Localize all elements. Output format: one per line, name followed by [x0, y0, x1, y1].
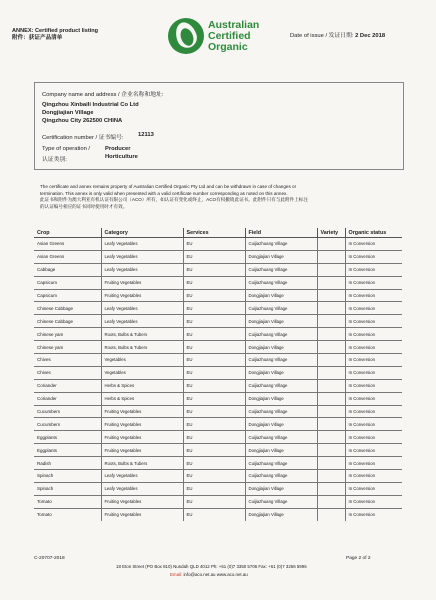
table-cell: Cucumbers	[34, 405, 101, 418]
table-cell: Leafy Vegetables	[101, 315, 183, 328]
table-cell: Cucumbers	[34, 418, 101, 431]
table-cell	[317, 315, 345, 328]
table-cell: In Conversion	[345, 366, 402, 379]
table-cell: Fruiting Vegetables	[101, 431, 183, 444]
table-cell: Dongjiajian Village	[245, 289, 317, 302]
table-cell	[317, 379, 345, 392]
table-cell: EU	[183, 289, 245, 302]
table-cell: Herbs & Spices	[101, 392, 183, 405]
table-cell: Chives	[34, 354, 101, 367]
table-cell: Fruiting Vegetables	[101, 508, 183, 520]
table-cell: EU	[183, 341, 245, 354]
table-cell: In Conversion	[345, 250, 402, 263]
table-cell	[317, 405, 345, 418]
table-cell: EU	[183, 250, 245, 263]
table-body	[34, 238, 402, 521]
column-header: Field	[245, 228, 317, 238]
certification-number-label: Certification number / 证书编号:	[42, 135, 124, 141]
table-cell	[317, 470, 345, 483]
table-cell: Leafy Vegetables	[101, 470, 183, 483]
table-cell: EU	[183, 405, 245, 418]
table-row	[34, 238, 402, 251]
table-cell: Cuijiazhuang Village	[245, 276, 317, 289]
table-row	[34, 495, 402, 508]
table-cell: Spinach	[34, 470, 101, 483]
table-cell: EU	[183, 366, 245, 379]
table-cell: Dongjiajian Village	[245, 508, 317, 520]
table-cell: In Conversion	[345, 431, 402, 444]
table-cell: Tomato	[34, 495, 101, 508]
table-cell: EU	[183, 431, 245, 444]
table-row	[34, 366, 402, 379]
table-cell: Dongjiajian Village	[245, 341, 317, 354]
table-cell	[317, 263, 345, 276]
table-cell: Roots, Bulbs & Tubers	[101, 457, 183, 470]
table-cell: In Conversion	[345, 392, 402, 405]
document-reference: C-20707-2018	[34, 556, 65, 561]
table-cell: Leafy Vegetables	[101, 302, 183, 315]
table-cell: Cabbage	[34, 263, 101, 276]
table-row	[34, 508, 402, 520]
table-header-row	[34, 228, 402, 238]
table-cell	[317, 444, 345, 457]
table-cell: In Conversion	[345, 302, 402, 315]
table-cell: EU	[183, 418, 245, 431]
table-cell: EU	[183, 263, 245, 276]
table-cell: Leafy Vegetables	[101, 238, 183, 251]
table-cell: In Conversion	[345, 263, 402, 276]
table-cell: Cuijiazhuang Village	[245, 328, 317, 341]
table-cell: Fruiting Vegetables	[101, 405, 183, 418]
issue-date-label: Date of issue / 发证日期:	[290, 33, 354, 39]
table-row	[34, 315, 402, 328]
table-cell: Cuijiazhuang Village	[245, 379, 317, 392]
table-row	[34, 354, 402, 367]
company-address-line1: Dongjiajian Village	[42, 110, 94, 116]
table-cell: Dongjiajian Village	[245, 366, 317, 379]
company-address-line2: Qingzhou City 262500 CHINA	[42, 118, 123, 124]
table-cell: EU	[183, 238, 245, 251]
table-cell: In Conversion	[345, 315, 402, 328]
table-row	[34, 250, 402, 263]
table-row	[34, 302, 402, 315]
table-cell: In Conversion	[345, 289, 402, 302]
company-details-box	[34, 82, 404, 170]
table-cell: EU	[183, 276, 245, 289]
table-cell: In Conversion	[345, 328, 402, 341]
table-row	[34, 289, 402, 302]
table-cell: In Conversion	[345, 444, 402, 457]
table-cell: Chinese Cabbage	[34, 302, 101, 315]
table-cell: EU	[183, 379, 245, 392]
table-cell: In Conversion	[345, 470, 402, 483]
web-link[interactable]: www.aco.net.au	[216, 572, 248, 577]
table-cell	[317, 457, 345, 470]
aco-logo	[168, 12, 268, 64]
certification-number: 12113	[138, 132, 154, 138]
table-cell: Dongjiajian Village	[245, 482, 317, 495]
table-cell	[317, 276, 345, 289]
table-cell: Cuijiazhuang Village	[245, 470, 317, 483]
table-cell: Cuijiazhuang Village	[245, 263, 317, 276]
column-header: Services	[183, 228, 245, 238]
table-cell: Chinese yam	[34, 328, 101, 341]
table-cell: In Conversion	[345, 418, 402, 431]
table-cell	[317, 508, 345, 520]
table-cell	[317, 238, 345, 251]
table-cell: Herbs & Spices	[101, 379, 183, 392]
email-label: Email:	[170, 572, 183, 577]
table-cell: Cuijiazhuang Village	[245, 431, 317, 444]
table-cell	[317, 392, 345, 405]
footer-contact	[170, 572, 248, 577]
company-name: Qingzhou Xinbaili Industrial Co Ltd	[42, 102, 139, 108]
table-cell: Cuijiazhuang Village	[245, 238, 317, 251]
table-cell	[317, 482, 345, 495]
table-cell: Capsicum	[34, 276, 101, 289]
email-link[interactable]: info@aco.net.au	[183, 572, 216, 577]
table-row	[34, 341, 402, 354]
operation-type-label-cn: 认证类别:	[42, 157, 67, 163]
table-cell: In Conversion	[345, 457, 402, 470]
table-cell: EU	[183, 457, 245, 470]
table-cell: Vegetables	[101, 366, 183, 379]
table-row	[34, 379, 402, 392]
table-cell: In Conversion	[345, 238, 402, 251]
table-cell: Dongjiajian Village	[245, 250, 317, 263]
table-row	[34, 418, 402, 431]
table-cell	[317, 495, 345, 508]
table-cell: Dongjiajian Village	[245, 315, 317, 328]
annex-title-en: ANNEX: Certified product listing	[12, 28, 99, 34]
logo-wordmark: Australian Certified Organic	[208, 19, 260, 53]
table-cell: Dongjiajian Village	[245, 392, 317, 405]
table-cell: Radish	[34, 457, 101, 470]
table-cell: Capsicum	[34, 289, 101, 302]
table-cell: Asian Greens	[37, 241, 65, 247]
table-cell: In Conversion	[345, 379, 402, 392]
table-cell	[317, 418, 345, 431]
table-cell: Cuijiazhuang Village	[245, 495, 317, 508]
table-cell: EU	[183, 482, 245, 495]
table-cell: Fruiting Vegetables	[101, 276, 183, 289]
table-cell: Roots, Bulbs & Tubers	[101, 341, 183, 354]
operation-type-value: Producer	[105, 146, 131, 152]
company-name-label: Company name and address / 企业名称和地址:	[42, 92, 164, 98]
issue-date	[290, 30, 385, 39]
footer-address: 18 Eton Street (PO Box 810) Nundah QLD 4012 Ph: +61 (0)7 3350 5706 Fax: +61 (0)7 3266 5996	[116, 564, 307, 569]
table-row	[34, 470, 402, 483]
table-cell: In Conversion	[345, 276, 402, 289]
table-cell: Dongjiajian Village	[245, 444, 317, 457]
table-cell: EU	[183, 508, 245, 520]
table-cell: EU	[183, 392, 245, 405]
table-cell: In Conversion	[345, 405, 402, 418]
table-row	[34, 457, 402, 470]
annex-title-cn: 附件：获证产品清单	[12, 35, 63, 41]
table-cell	[317, 431, 345, 444]
certified-products-table	[34, 228, 402, 521]
table-cell: Spinach	[34, 482, 101, 495]
table-cell: Cuijiazhuang Village	[245, 354, 317, 367]
table-cell: Fruiting Vegetables	[101, 495, 183, 508]
table-row	[34, 482, 402, 495]
table-cell: Leafy Vegetables	[101, 482, 183, 495]
table-cell: EU	[183, 354, 245, 367]
table-cell	[317, 289, 345, 302]
table-row	[34, 328, 402, 341]
table-row	[34, 405, 402, 418]
table-cell: Asian Greens	[34, 250, 101, 263]
table-cell: Leafy Vegetables	[101, 263, 183, 276]
table-cell: In Conversion	[345, 482, 402, 495]
operation-type-label: Type of operation /	[42, 146, 91, 152]
annex-title	[12, 28, 98, 42]
table-cell: Vegetables	[101, 354, 183, 367]
table-cell: Cuijiazhuang Village	[245, 302, 317, 315]
table-cell: In Conversion	[345, 341, 402, 354]
validity-note: The certificate and annex remains property of Australian Certified Organic Pty Ltd and can be withdrawn in case of changes or termination. This annex is only valid when presented with a valid certificate number corresponding as noted on this annex. 此证书和附件为澳大利亚有机认证有限公司（ACO）所有，如认证有变化或终止，ACO有权撤销此证书。此附件只有与此附件上标注 的认证编号相应的证书同时使用时才有效。	[40, 184, 308, 209]
table-cell: Eggplants	[34, 444, 101, 457]
table-cell	[317, 302, 345, 315]
column-header: Variety	[317, 228, 345, 238]
table-row	[34, 444, 402, 457]
column-header: Category	[101, 228, 183, 238]
table-cell: Chives	[34, 366, 101, 379]
table-cell: Dongjiajian Village	[245, 418, 317, 431]
table-cell: Fruiting Vegetables	[101, 289, 183, 302]
table-cell: Cuijiazhuang Village	[245, 457, 317, 470]
table-row	[34, 431, 402, 444]
table-cell	[317, 341, 345, 354]
table-cell: EU	[183, 470, 245, 483]
leaf-logo-icon	[168, 18, 204, 54]
table-cell	[317, 354, 345, 367]
table-cell: In Conversion	[345, 508, 402, 520]
table-row	[34, 392, 402, 405]
table-row	[34, 276, 402, 289]
table-cell: EU	[183, 495, 245, 508]
issue-date-value: 2 Dec 2018	[355, 33, 386, 39]
table-row	[34, 263, 402, 276]
table-cell: Chinese yam	[34, 341, 101, 354]
table-cell	[317, 366, 345, 379]
table-cell: EU	[183, 328, 245, 341]
table-cell: Roots, Bulbs & Tubers	[101, 328, 183, 341]
table-cell: EU	[183, 302, 245, 315]
table-cell: Leafy Vegetables	[101, 250, 183, 263]
column-header: Organic status	[345, 228, 402, 238]
table-cell: Coriander	[34, 392, 101, 405]
page-number: Page 2 of 2	[346, 556, 371, 561]
table-cell: Fruiting Vegetables	[101, 444, 183, 457]
table-cell	[317, 328, 345, 341]
table-cell: EU	[183, 444, 245, 457]
table-cell: Tomato	[34, 508, 101, 520]
table-cell: Chinese Cabbage	[34, 315, 101, 328]
table-cell: In Conversion	[345, 495, 402, 508]
table-cell: Fruiting Vegetables	[101, 418, 183, 431]
table-cell: EU	[183, 315, 245, 328]
table-cell: Coriander	[34, 379, 101, 392]
column-header: Crop	[34, 228, 101, 238]
table-cell: Eggplants	[34, 431, 101, 444]
table-cell	[317, 250, 345, 263]
table-cell: In Conversion	[345, 354, 402, 367]
table-cell: Cuijiazhuang Village	[245, 405, 317, 418]
operation-type-value-2: Horticulture	[105, 154, 138, 160]
